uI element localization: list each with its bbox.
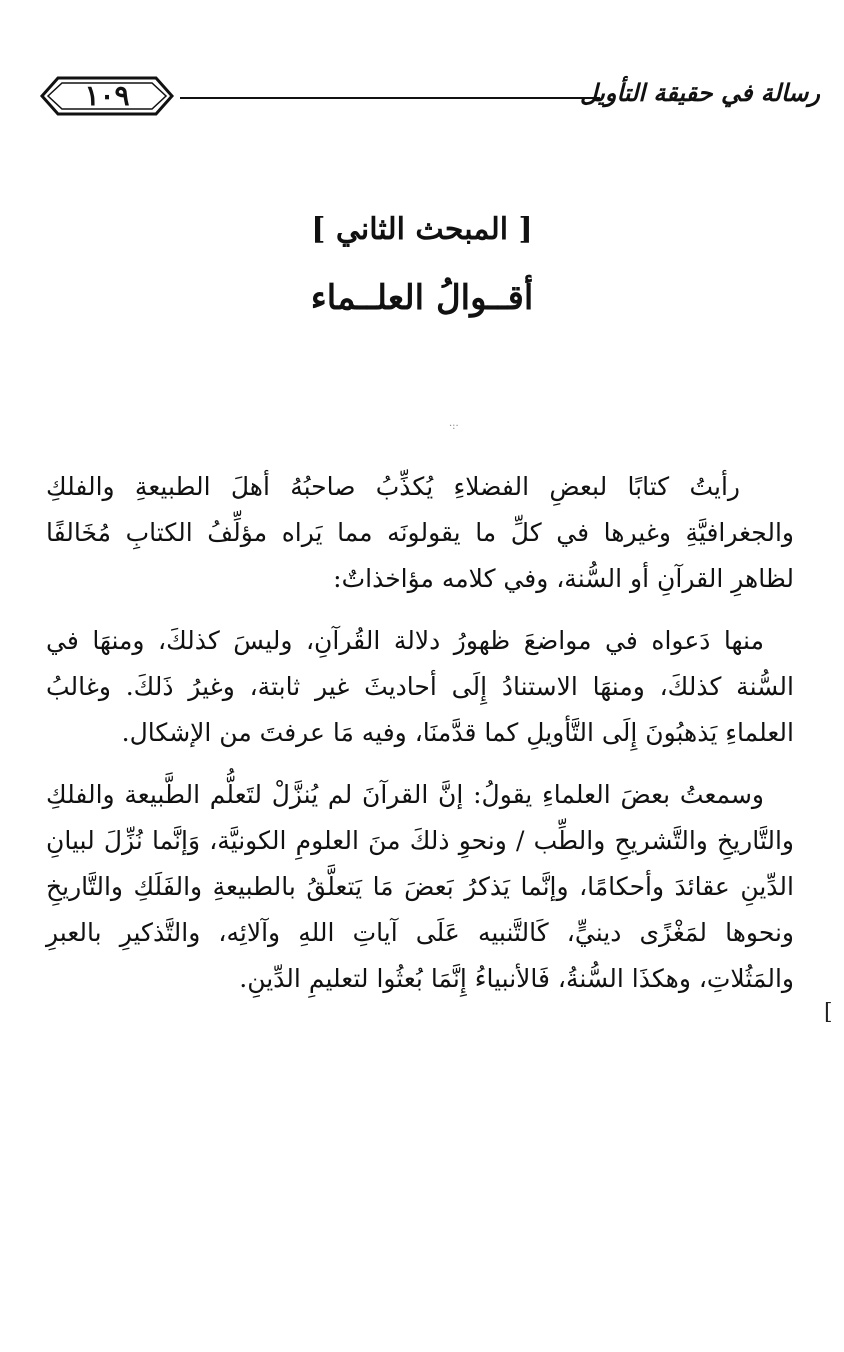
header-rule (180, 97, 600, 99)
ornament-mark: ·:· (449, 421, 459, 432)
body-text (46, 464, 794, 1018)
page-header (38, 72, 824, 122)
paragraph-2: منها دَعواه في مواضعَ ظهورُ دلالة القُرآنِ، وليسَ كذلكَ، ومنهَا في السُّنة كذلكَ، ومنهَا الاستنادُ إِلَى أحاديثَ غير ثابتة، وغيرُ ذَلكَ. وغالبُ العلماءِ يَذهبُونَ إِلَى التَّأويلِ كما قدَّمنَا، وفيه مَا عرفتَ من الإشكال. (46, 626, 794, 747)
page-number-frame (38, 72, 176, 120)
page-number: ١٠٩ (84, 79, 130, 112)
paragraph-1: رأيتُ كتابًا لبعضِ الفضلاءِ يُكذِّبُ صاحبُهُ أهلَ الطبيعةِ والفلكِ والجغرافيَّةِ وغيرها في كلِّ ما يقولونَه مما يَراه مؤلِّفُ الكتابِ مُخَالفًا لظاهرِ القرآنِ أو السُّنة، وفي كلامه مؤاخذاتٌ: (46, 472, 794, 593)
paragraph-3: وسمعتُ بعضَ العلماءِ يقولُ: إنَّ القرآنَ لم يُنزَّلْ لتَعلُّم الطَّبيعة والفلكِ والتَّاريخِ والتَّشريحِ والطِّب / ونحوِ ذلكَ منَ العلومِ الكونيَّة، وَإنَّما نُزِّلَ لبيانِ الدِّينِ عقائدَ وأحكامًا، وإنَّما يَذكرُ بَعضَ مَا يَتعلَّقُ بالطبيعةِ والفَلَكِ والتَّاريخِ ونحوها لمَغْزًى دينيٍّ، كَالتَّنبيه عَلَى آياتِ اللهِ وآلائِه، والتَّذكيرِ بالعبرِ والمَثُلاتِ، وهكذَا السُّنةُ، فَالأنبياءُ إِنَّمَا بُعثُوا لتعليمِ الدِّينِ. (46, 780, 794, 993)
section-title: أقــوالُ العلــماء (310, 278, 534, 318)
margin-mark: [ (824, 1000, 833, 1025)
running-title: رسالة في حقيقة التأويل (580, 78, 820, 107)
section-label: [ المبحث الثاني ] (311, 212, 533, 247)
